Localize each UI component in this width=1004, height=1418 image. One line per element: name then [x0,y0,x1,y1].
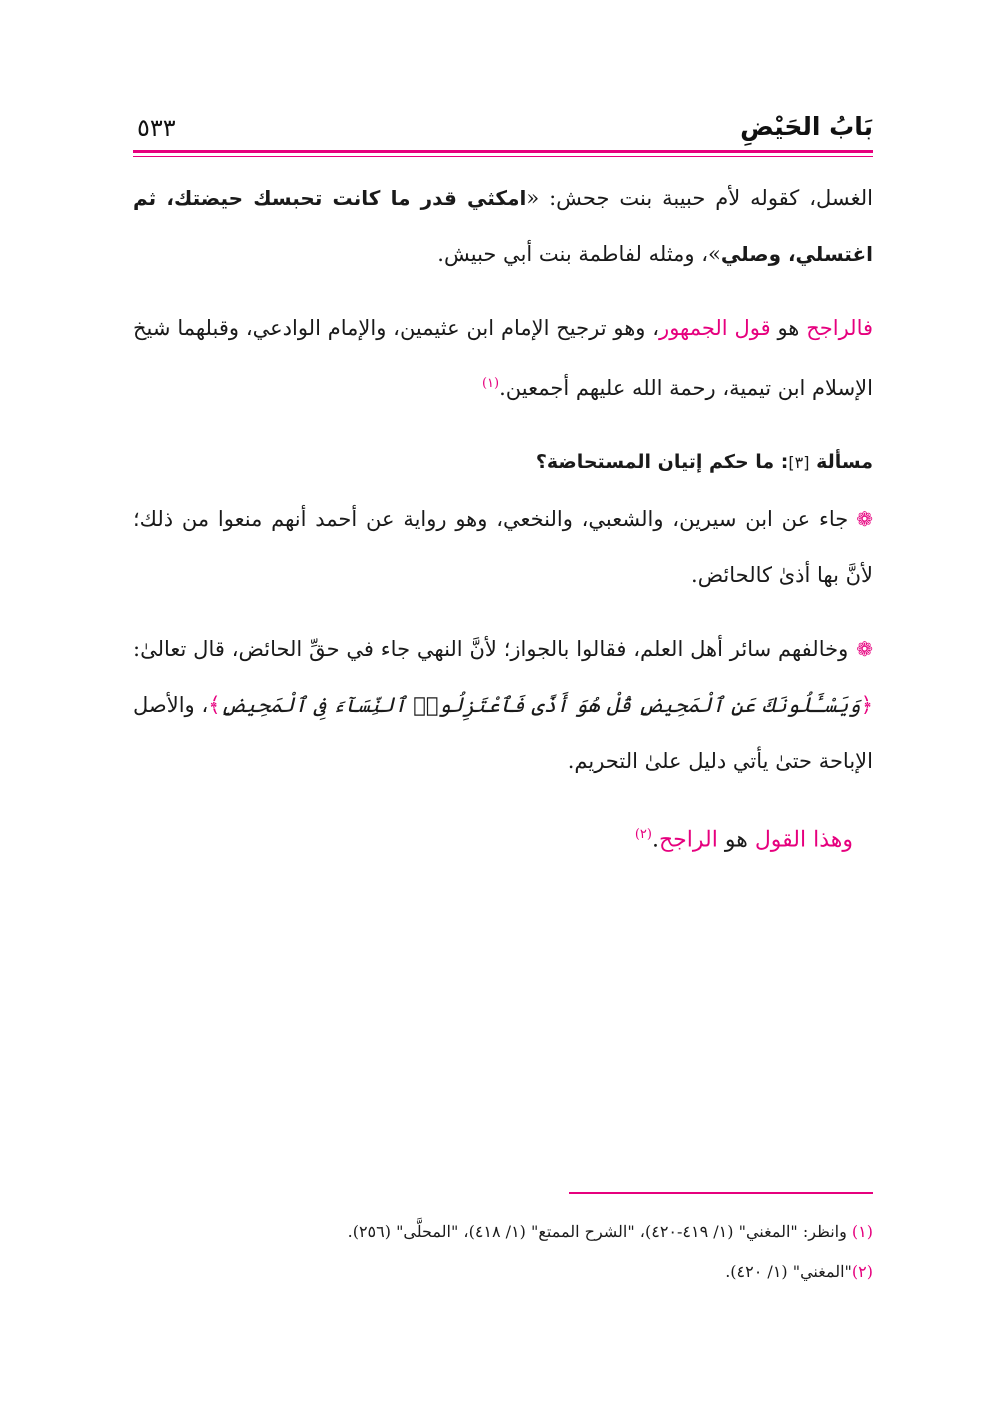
header-rule-thin [133,156,873,157]
text-run: هو [770,316,807,340]
paragraph-bullet-2 [133,621,873,789]
issue-heading [133,434,873,491]
chapter-title: بَابُ الحَيْضِ [740,112,873,141]
footnote-ref-1[interactable]: (١) [481,376,500,391]
flower-bullet-icon: ❁ [856,637,873,661]
footnote-1 [133,1212,873,1252]
heading-text: : ما حكم إتيان المستحاضة؟ [535,451,789,473]
footnote-2 [133,1252,873,1292]
text-run: هو [717,827,755,853]
paragraph-bullet-1 [133,491,873,603]
text-run: الغسل، كقوله لأم حبيبة بنت جحش: « [526,186,873,210]
footnotes [133,1212,873,1292]
quran-close-bracket: ﴾ [208,693,221,717]
highlight-preponderant: فالراجح [806,316,874,340]
text-run: ، وهو ترجيح الإمام ابن عثيمين، والإمام الوادعي، وقبلهما شيخ الإسلام ابن تيمية، رحمة الله عليهم أجمعين. [133,316,873,400]
text-run: ، والأصل الإباحة حتىٰ يأتي دليل علىٰ التحريم. [133,693,873,773]
highlight-majority: قول الجمهور [659,316,771,340]
footnote-1-text: وانظر: "المغني" (١/ ٤١٩-٤٢٠)، "الشرح الممتع" (١/ ٤١٨)، "المحلَّى" (٢٥٦). [347,1222,852,1241]
heading-number: [٣] [788,453,810,472]
highlight-preponderant-2: الراجح [658,827,718,853]
page-header [133,108,873,152]
quran-verse: وَيَسْـَٔلُونَكَ عَنِ ٱلْمَحِيضِ قُلْ هُوَ أَذًى فَٱعْتَزِلُوا۟ ٱلنِّسَآءَ فِى ٱلْمَحِيضِ [220,693,861,717]
text-run: . [651,827,659,853]
quran-open-bracket: ﴿ [860,693,873,717]
paragraph-conclusion [133,807,873,868]
footnote-ref-2[interactable]: (٢) [634,827,652,842]
footnote-2-text: "المغني" (١/ ٤٢٠). [725,1262,852,1281]
hadith-quote: امكثي قدر ما كانت تحبسك حيضتك، ثم اغتسلي، وصلي [133,186,873,266]
text-run: »، ومثله لفاطمة بنت أبي حبيش. [437,242,721,266]
text-run: وخالفهم سائر أهل العلم، فقالوا بالجواز؛ لأنَّ النهي جاء في حقِّ الحائض، قال تعالىٰ: [133,637,849,661]
footnote-separator [569,1192,873,1194]
heading-prefix: مسألة [809,451,873,473]
main-text [133,170,873,890]
flower-bullet-icon: ❁ [856,507,874,531]
page-number: ٥٣٣ [137,114,176,142]
footnote-2-number: (٢) [851,1262,873,1281]
footnote-1-number: (١) [851,1222,873,1241]
highlight-this-opinion: وهذا القول [754,827,853,853]
text-run: جاء عن ابن سيرين، والشعبي، والنخعي، وهو رواية عن أحمد أنهم منعوا من ذلك؛ لأنَّ بها أذىٰ كالحائض. [133,507,873,587]
paragraph-preponderant [133,300,873,416]
paragraph-hadith [133,170,873,282]
header-rule-thick [133,150,873,153]
